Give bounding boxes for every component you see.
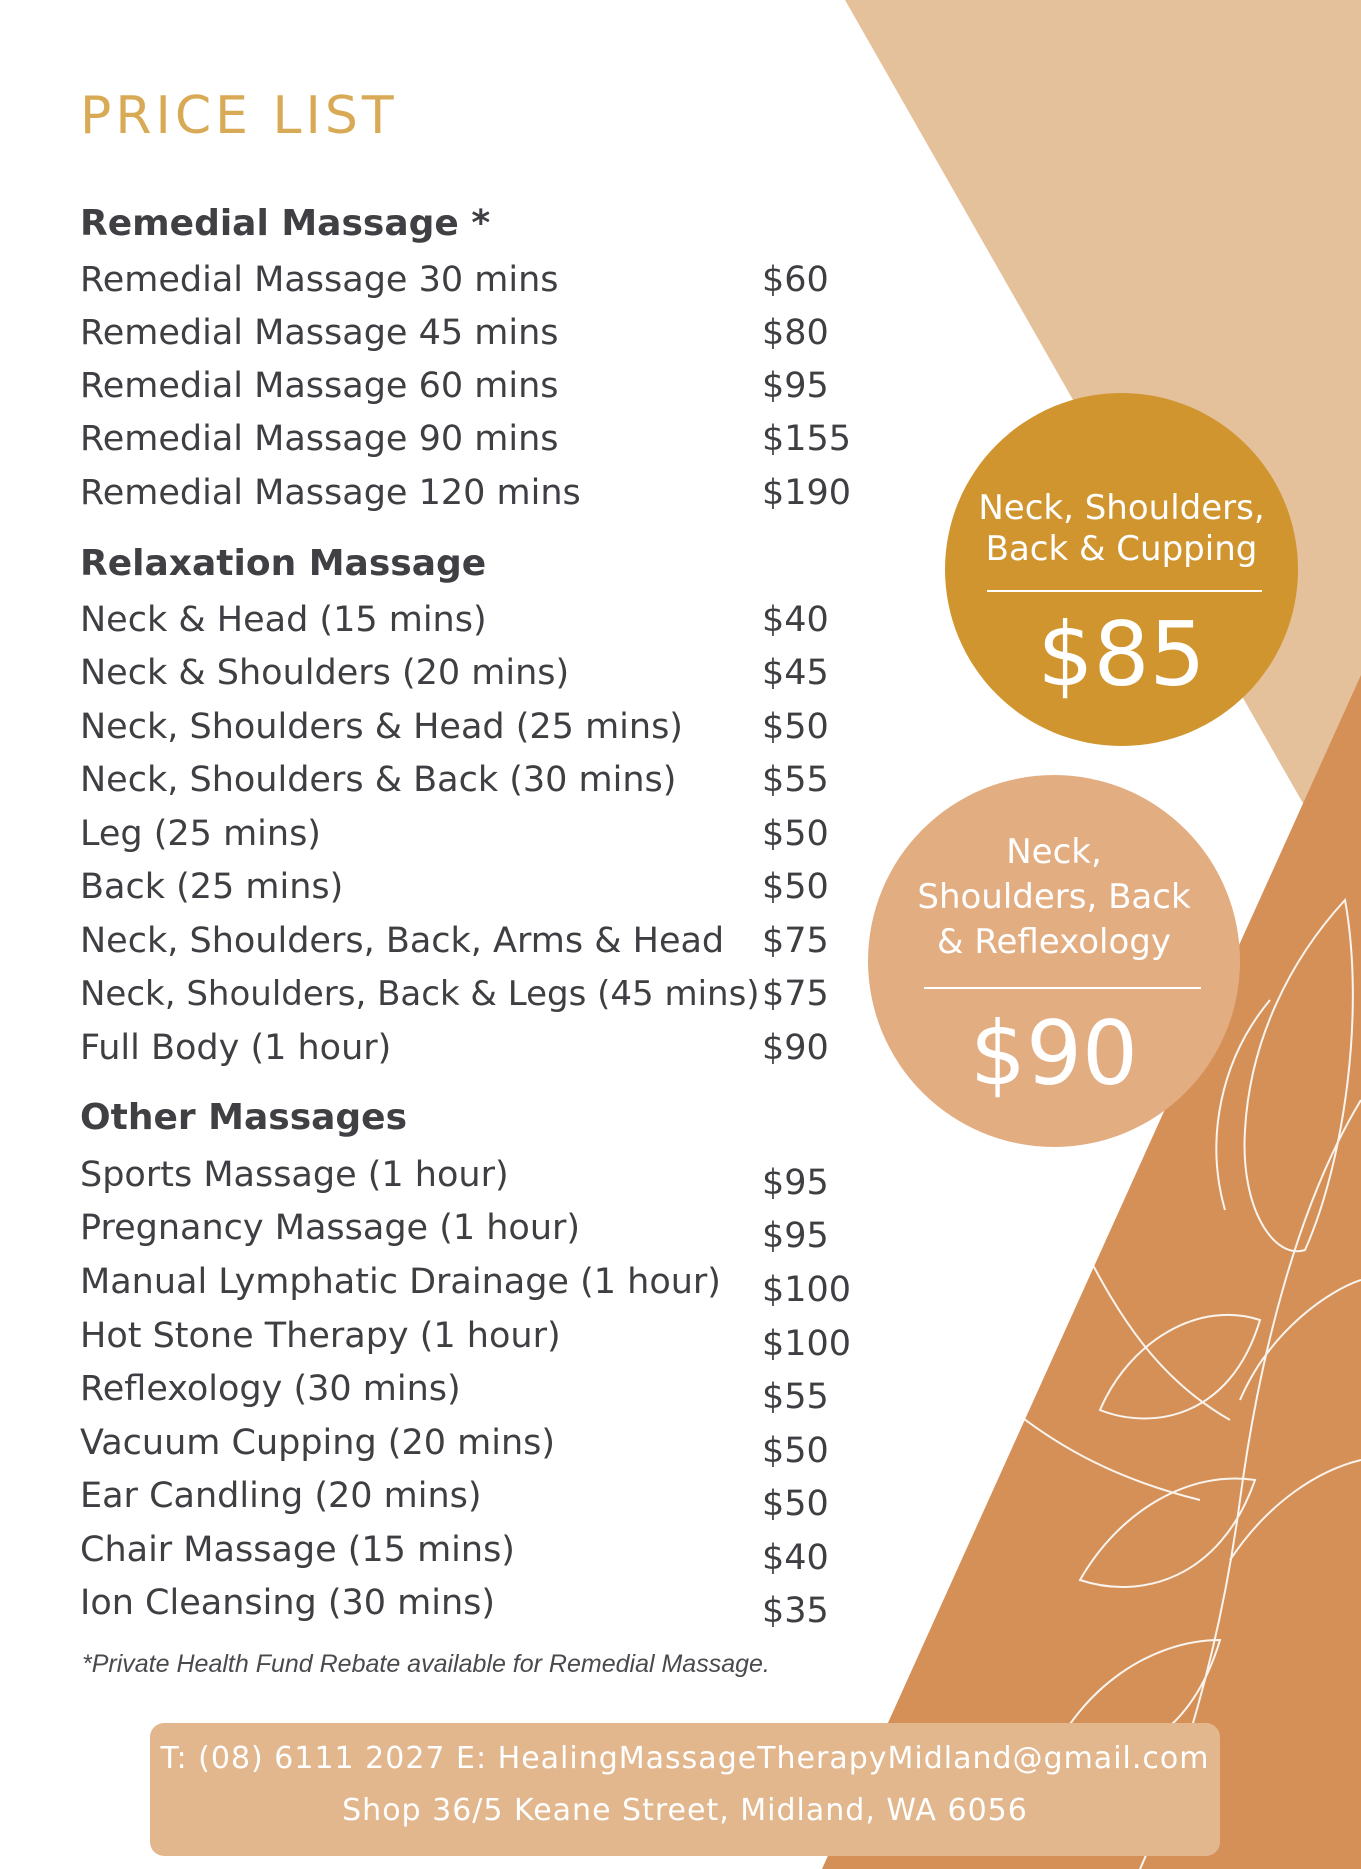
price-row	[80, 473, 860, 521]
price-row	[80, 1423, 860, 1471]
price-row	[80, 921, 860, 969]
special-offer-line: Back & Cupping	[985, 529, 1258, 569]
contact-footer	[150, 1723, 1220, 1856]
special-offer-line: Shoulders, Back	[917, 877, 1191, 917]
contact-line: T: (08) 6111 2027 E: HealingMassageTherapyMidland@gmail.com	[160, 1741, 1210, 1776]
price-row	[80, 974, 860, 1022]
price-row	[80, 260, 860, 308]
price-row	[80, 366, 860, 414]
rebate-note: *Private Health Fund Rebate available for Remedial Massage.	[82, 1650, 770, 1678]
service-price: $95	[762, 366, 829, 406]
price-row	[80, 1028, 860, 1076]
service-price: $90	[762, 1028, 829, 1068]
special-offer-badge-cupping	[945, 393, 1298, 746]
service-price: $155	[762, 419, 852, 459]
service-name: Sports Massage (1 hour)	[80, 1155, 509, 1195]
price-row	[80, 814, 860, 862]
service-price: $45	[762, 653, 829, 693]
service-price: $50	[762, 867, 829, 907]
service-name: Remedial Massage 90 mins	[80, 419, 559, 459]
special-offer-line: & Reflexology	[937, 922, 1171, 962]
service-name: Ion Cleansing (30 mins)	[80, 1583, 496, 1623]
service-price: $55	[762, 1377, 829, 1417]
price-row	[80, 707, 860, 755]
service-price: $35	[762, 1591, 829, 1631]
service-name: Manual Lymphatic Drainage (1 hour)	[80, 1262, 721, 1302]
special-offer-price: $90	[970, 1002, 1138, 1105]
service-price: $40	[762, 600, 829, 640]
price-row	[80, 1316, 860, 1364]
price-row	[80, 1262, 860, 1310]
service-price: $50	[762, 707, 829, 747]
service-name: Hot Stone Therapy (1 hour)	[80, 1316, 561, 1356]
service-name: Remedial Massage 45 mins	[80, 313, 559, 353]
price-row	[80, 1530, 860, 1578]
price-row	[80, 867, 860, 915]
service-price: $100	[762, 1270, 852, 1310]
service-name: Full Body (1 hour)	[80, 1028, 392, 1068]
service-price: $190	[762, 473, 852, 513]
service-price: $80	[762, 313, 829, 353]
special-offer-line: Neck,	[1006, 832, 1102, 872]
price-row	[80, 1476, 860, 1524]
price-row	[80, 1583, 860, 1631]
section-heading-relaxation: Relaxation Massage	[80, 543, 487, 584]
service-name: Neck, Shoulders & Back (30 mins)	[80, 760, 677, 800]
service-price: $75	[762, 974, 829, 1014]
service-name: Leg (25 mins)	[80, 814, 321, 854]
service-price: $75	[762, 921, 829, 961]
special-offer-line: Neck, Shoulders,	[978, 488, 1265, 528]
service-name: Remedial Massage 60 mins	[80, 366, 559, 406]
service-name: Neck & Head (15 mins)	[80, 600, 487, 640]
price-row	[80, 1369, 860, 1417]
price-row	[80, 1155, 860, 1203]
service-price: $100	[762, 1324, 852, 1364]
service-name: Chair Massage (15 mins)	[80, 1530, 515, 1570]
price-row	[80, 760, 860, 808]
service-name: Remedial Massage 120 mins	[80, 473, 581, 513]
service-price: $40	[762, 1538, 829, 1578]
price-row	[80, 600, 860, 648]
section-heading-other: Other Massages	[80, 1097, 408, 1138]
special-offer-price: $85	[1037, 603, 1206, 706]
service-name: Neck & Shoulders (20 mins)	[80, 653, 570, 693]
section-heading-remedial: Remedial Massage *	[80, 203, 491, 244]
service-price: $50	[762, 1484, 829, 1524]
address-line: Shop 36/5 Keane Street, Midland, WA 6056	[342, 1793, 1028, 1828]
service-name: Back (25 mins)	[80, 867, 344, 907]
divider	[924, 987, 1201, 989]
price-row	[80, 313, 860, 361]
service-name: Ear Candling (20 mins)	[80, 1476, 482, 1516]
service-name: Neck, Shoulders, Back & Legs (45 mins)	[80, 974, 760, 1014]
service-name: Neck, Shoulders, Back, Arms & Head	[80, 921, 725, 961]
price-row	[80, 653, 860, 701]
service-name: Vacuum Cupping (20 mins)	[80, 1423, 556, 1463]
service-price: $60	[762, 260, 829, 300]
service-price: $55	[762, 760, 829, 800]
service-price: $50	[762, 814, 829, 854]
divider	[987, 590, 1262, 592]
price-row	[80, 419, 860, 467]
service-name: Pregnancy Massage (1 hour)	[80, 1208, 581, 1248]
service-name: Remedial Massage 30 mins	[80, 260, 559, 300]
service-price: $50	[762, 1431, 829, 1471]
service-name: Neck, Shoulders & Head (25 mins)	[80, 707, 683, 747]
service-price: $95	[762, 1216, 829, 1256]
service-name: Reflexology (30 mins)	[80, 1369, 461, 1409]
page-title: PRICE LIST	[80, 86, 398, 146]
special-offer-badge-reflexology	[868, 775, 1240, 1147]
service-price: $95	[762, 1163, 829, 1203]
price-row	[80, 1208, 860, 1256]
